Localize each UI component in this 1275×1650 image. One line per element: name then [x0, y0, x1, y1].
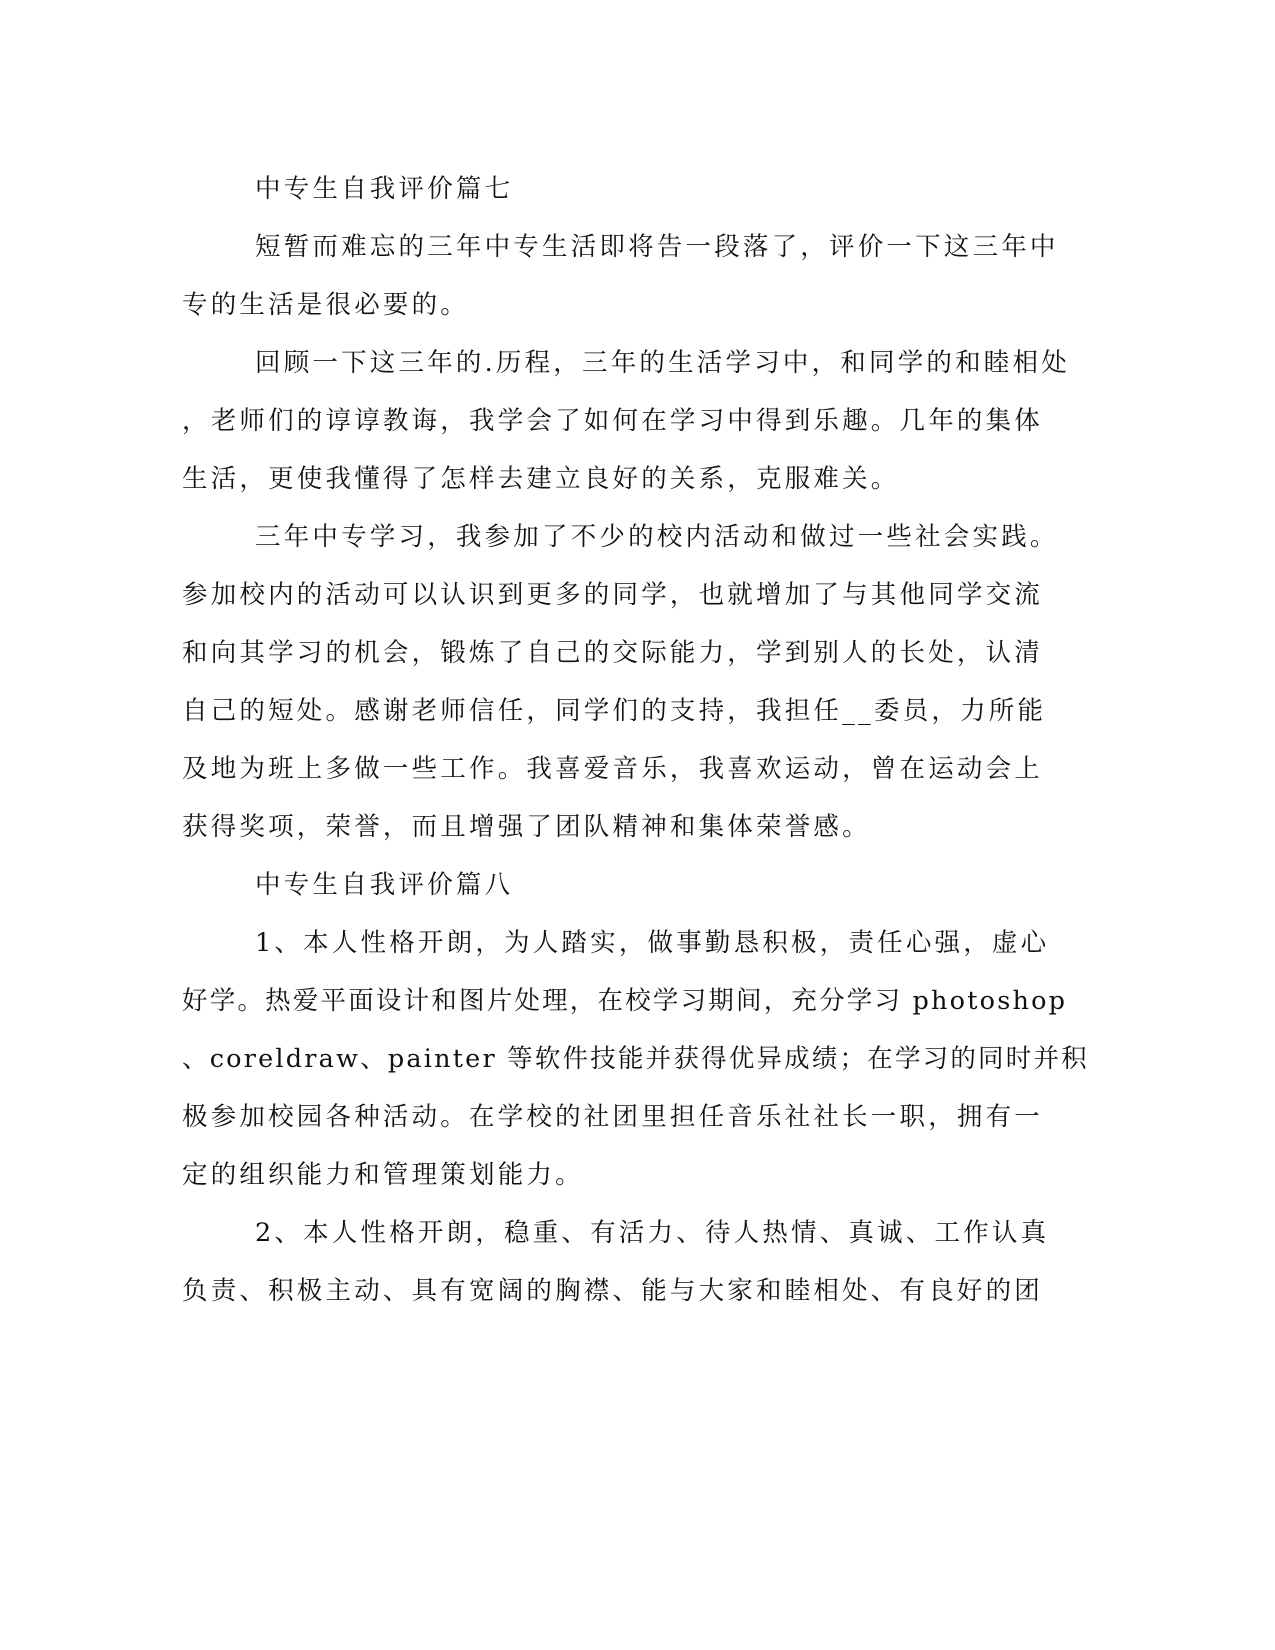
paragraph-line: 2、本人性格开朗，稳重、有活力、待人热情、真诚、工作认真: [255, 1218, 1050, 1248]
document-body: [182, 160, 1089, 1320]
paragraph-line: 好学。热爱平面设计和图片处理，在校学习期间，充分学习 photoshop: [182, 986, 1068, 1016]
paragraph-line: 获得奖项，荣誉，而且增强了团队精神和集体荣誉感。: [182, 812, 871, 842]
paragraph-line: 生活，更使我懂得了怎样去建立良好的关系，克服难关。: [182, 464, 900, 494]
paragraph-line: 极参加校园各种活动。在学校的社团里担任音乐社社长一职，拥有一: [182, 1102, 1044, 1132]
paragraph-line: 参加校内的活动可以认识到更多的同学，也就增加了与其他同学交流: [182, 580, 1044, 610]
paragraph-line: 1、本人性格开朗，为人踏实，做事勤恳积极，责任心强，虚心: [255, 928, 1050, 958]
paragraph-line: 三年中专学习，我参加了不少的校内活动和做过一些社会实践。: [255, 522, 1059, 552]
paragraph-line: 自己的短处。感谢老师信任，同学们的支持，我担任__委员，力所能: [182, 696, 1047, 726]
paragraph-line: ，老师们的谆谆教诲，我学会了如何在学习中得到乐趣。几年的集体: [182, 406, 1044, 436]
paragraph-line: 回顾一下这三年的.历程，三年的生活学习中，和同学的和睦相处: [255, 348, 1070, 378]
paragraph-line: 短暂而难忘的三年中专生活即将告一段落了，评价一下这三年中: [255, 232, 1059, 262]
paragraph-line: 定的组织能力和管理策划能力。: [182, 1160, 584, 1190]
paragraph-line: 、coreldraw、painter 等软件技能并获得优异成绩；在学习的同时并积: [182, 1044, 1089, 1074]
section-heading-7: 中专生自我评价篇七: [255, 174, 514, 204]
paragraph-line: 负责、积极主动、具有宽阔的胸襟、能与大家和睦相处、有良好的团: [182, 1276, 1044, 1306]
paragraph-line: 和向其学习的机会，锻炼了自己的交际能力，学到别人的长处，认清: [182, 638, 1044, 668]
paragraph-line: 及地为班上多做一些工作。我喜爱音乐，我喜欢运动，曾在运动会上: [182, 754, 1044, 784]
paragraph-line: 专的生活是很必要的。: [182, 290, 470, 320]
section-heading-8: 中专生自我评价篇八: [255, 870, 514, 900]
